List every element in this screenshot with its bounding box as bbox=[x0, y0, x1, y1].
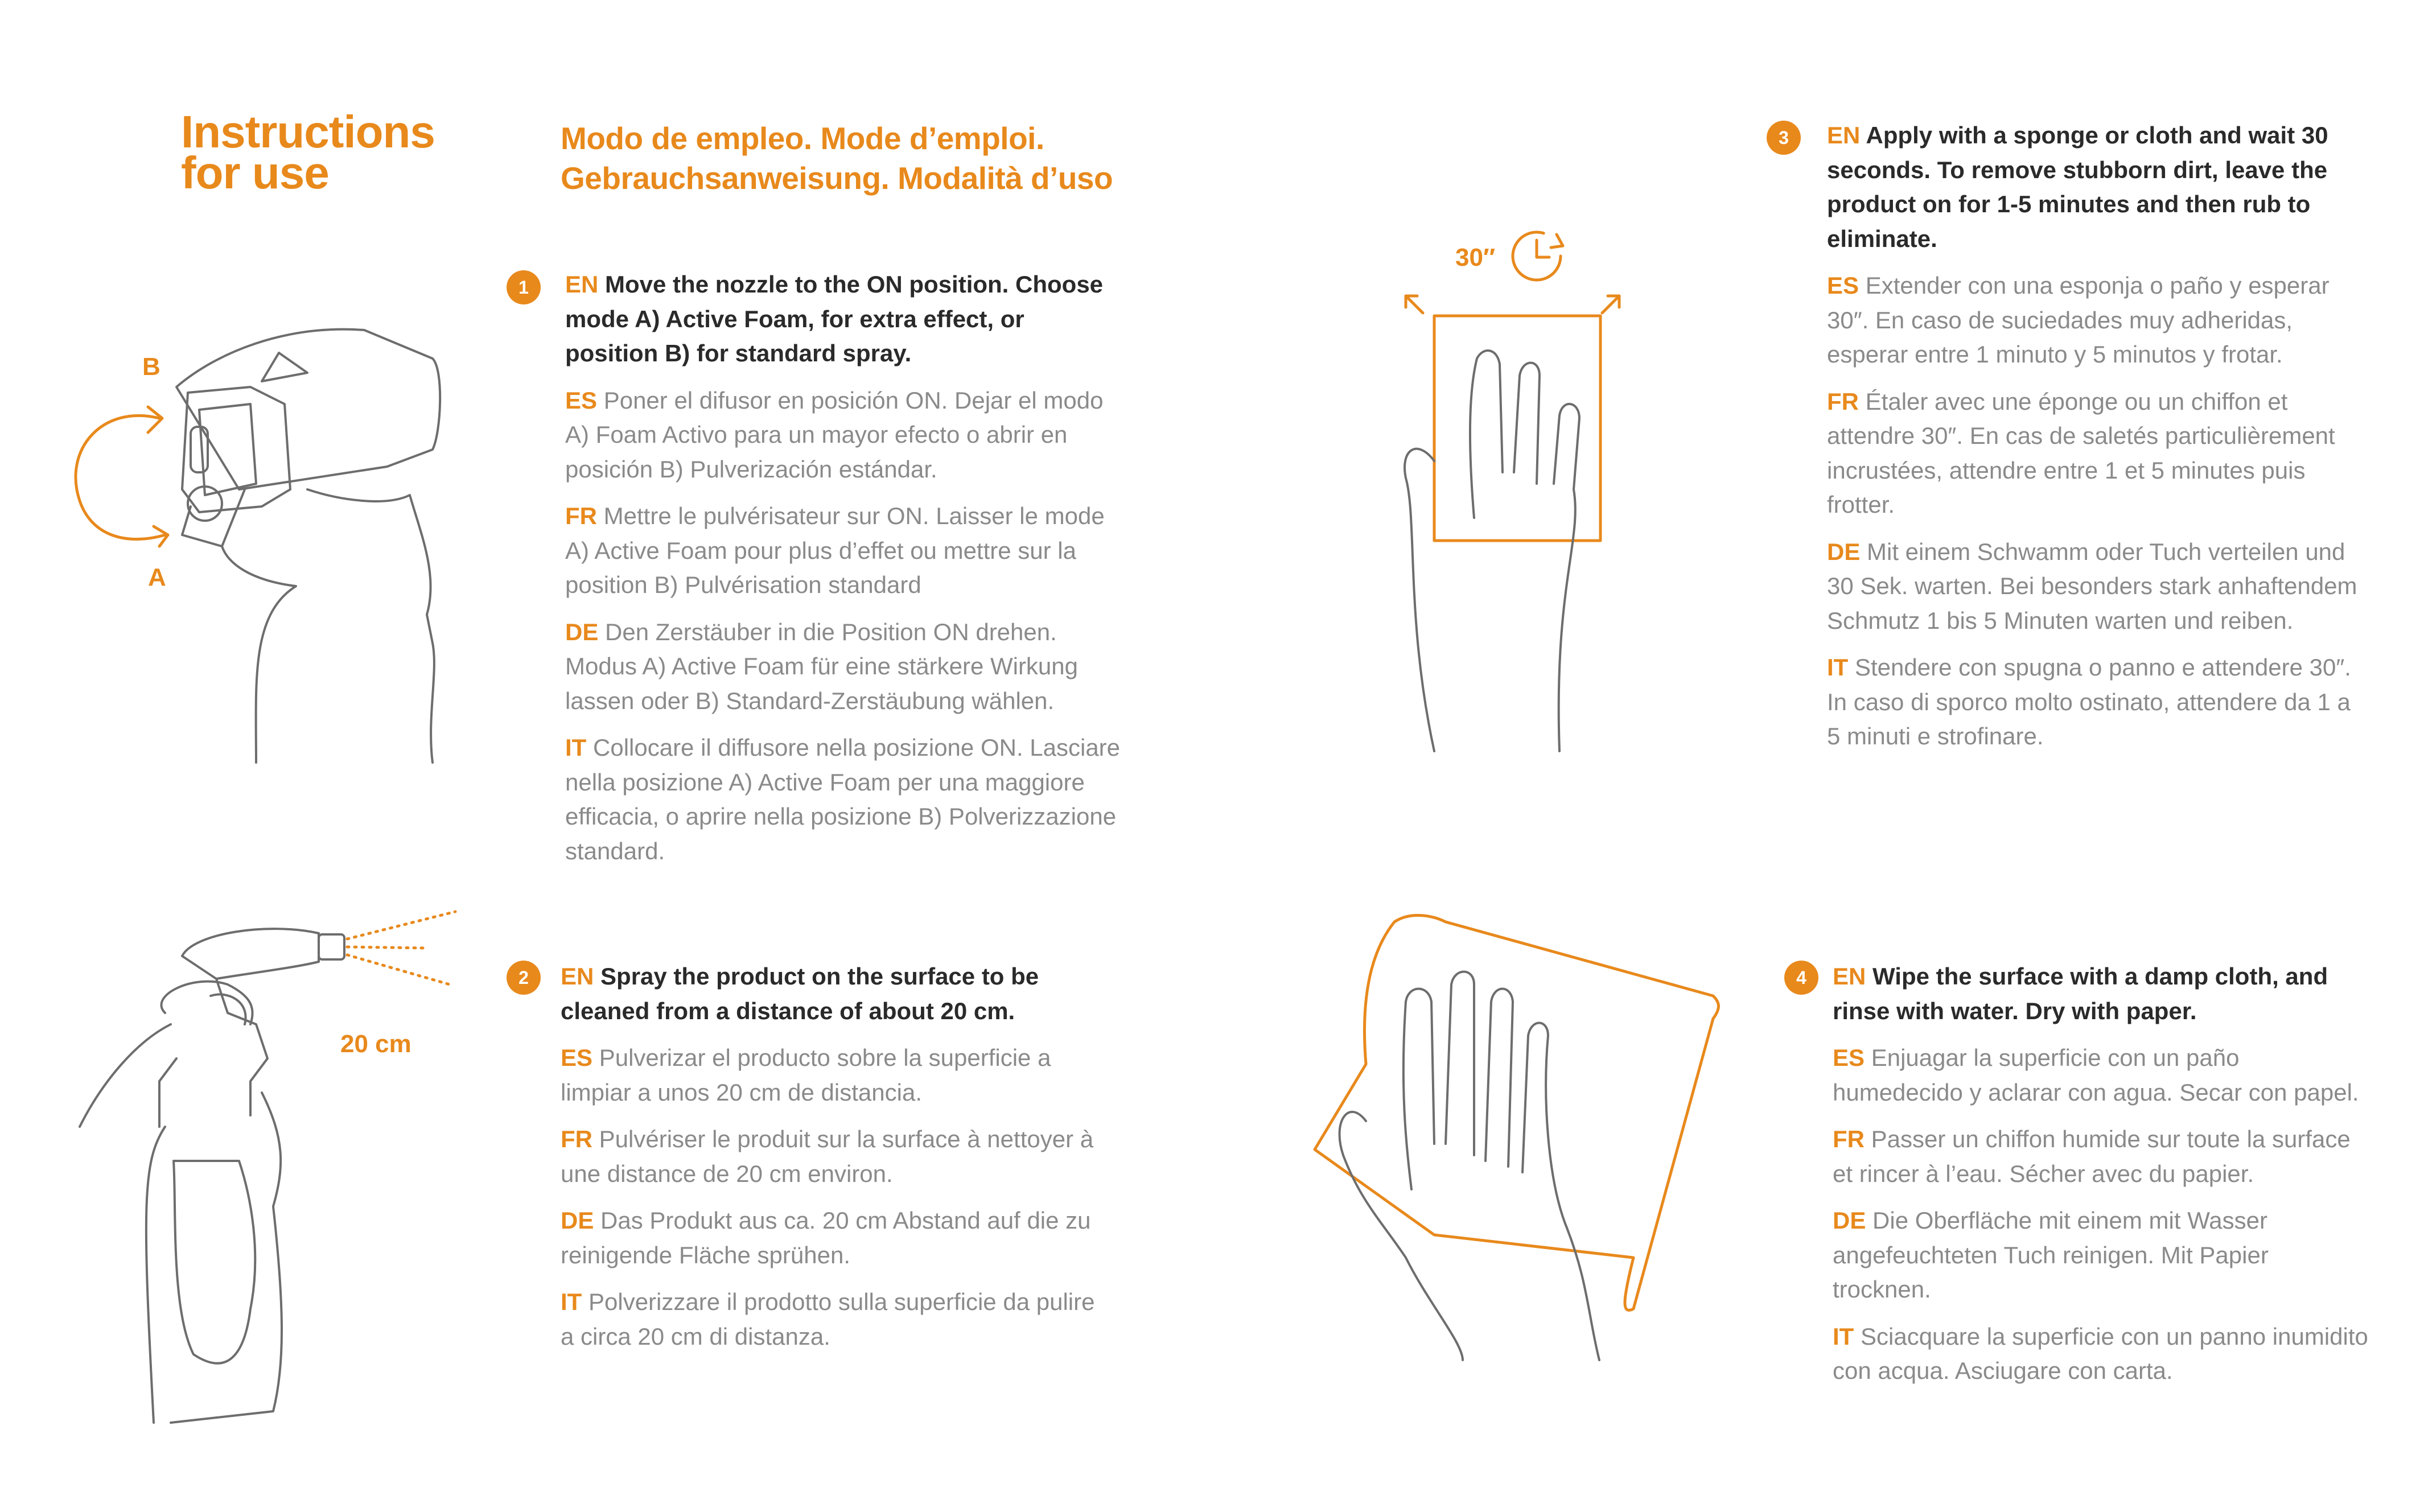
step-number-1: 1 bbox=[507, 270, 541, 304]
step-text: Mit einem Schwamm oder Tuch verteilen und 30 Sek. warten. Bei besonders stark anhaftendem Schmutz 1 bis 5 Minuten warten und reiben. bbox=[1827, 538, 2357, 634]
lang-code: ES bbox=[565, 386, 598, 414]
step-1-de bbox=[565, 615, 1123, 719]
step-text: Apply with a sponge or cloth and wait 30 seconds. To remove stubborn dirt, leave the product on for 1-5 minutes and then rub to eliminate. bbox=[1827, 122, 2328, 252]
step-text: Étaler avec une éponge ou un chiffon et attendre 30″. En cas de saletés particulièrement incrustées, attendre entre 1 et 5 minutes puis frotter. bbox=[1827, 388, 2335, 518]
lang-code: DE bbox=[565, 618, 599, 645]
step-text: Spray the product on the surface to be cleaned from a distance of about 20 cm. bbox=[561, 963, 1039, 1024]
step-4-text bbox=[1833, 959, 2373, 1401]
step-3-en bbox=[1827, 118, 2362, 256]
nozzle-illustration bbox=[68, 319, 478, 774]
sponge-illustration bbox=[1383, 222, 1656, 763]
cloth-illustration bbox=[1303, 905, 1736, 1360]
step-text: Die Oberfläche mit einem mit Wasser angefeuchteten Tuch reinigen. Mit Papier trocknen. bbox=[1833, 1207, 2269, 1303]
page-title-line-1: Instructions bbox=[181, 106, 435, 157]
step-2-es bbox=[561, 1041, 1107, 1110]
lang-code: ES bbox=[1827, 272, 1859, 299]
lang-code: FR bbox=[1833, 1126, 1865, 1152]
multilingual-title-line-1: Modo de empleo. Mode d’emploi. bbox=[561, 121, 1044, 156]
step-text: Polverizzare il prodotto sulla superficie da pulire a circa 20 cm di distanza. bbox=[561, 1288, 1095, 1350]
step-text: Mettre le pulvérisateur sur ON. Laisser le mode A) Active Foam pour plus d’effet ou mettre sur la position B) Pulvérisation standard bbox=[565, 502, 1105, 598]
step-text: Move the nozzle to the ON position. Choose mode A) Active Foam, for extra effect, or position B) for standard spray. bbox=[565, 271, 1104, 366]
step-3-fr bbox=[1827, 385, 2362, 522]
step-text: Das Produkt aus ca. 20 cm Abstand auf die zu reinigende Fläche sprühen. bbox=[561, 1207, 1091, 1268]
step-2-fr bbox=[561, 1122, 1107, 1191]
step-1-en bbox=[565, 267, 1123, 371]
step-number-4: 4 bbox=[1784, 961, 1818, 995]
multilingual-title-line-2: Gebrauchsanweisung. Modalità d’uso bbox=[561, 160, 1113, 196]
step-2-it bbox=[561, 1285, 1107, 1354]
lang-code: IT bbox=[1833, 1323, 1854, 1350]
timer-duration-label: 30″ bbox=[1455, 244, 1496, 271]
step-number-2: 2 bbox=[507, 961, 541, 995]
lang-code: DE bbox=[561, 1207, 594, 1234]
step-text: Extender con una esponja o paño y esperar 30″. En caso de suciedades muy adheridas, esperar entre 1 minuto y 5 minutos y frotar. bbox=[1827, 272, 2330, 368]
step-text: Den Zerstäuber in die Position ON drehen. Modus A) Active Foam für eine stärkere Wirkung lassen oder B) Standard-Zerstäubung wählen. bbox=[565, 618, 1079, 714]
step-2-de bbox=[561, 1204, 1107, 1272]
step-4-en bbox=[1833, 959, 2373, 1028]
lang-code: FR bbox=[1827, 388, 1859, 415]
step-2-en bbox=[561, 959, 1107, 1028]
lang-code: ES bbox=[561, 1044, 593, 1071]
step-1-it bbox=[565, 731, 1123, 868]
lang-code: FR bbox=[565, 502, 597, 529]
step-3-de bbox=[1827, 535, 2362, 638]
spray-distance-label: 20 cm bbox=[340, 1030, 411, 1058]
step-3-it bbox=[1827, 650, 2362, 754]
step-text: Stendere con spugna o panno e attendere 30″. In caso di sporco molto ostinato, attendere da 1 a 5 minuti e strofinare. bbox=[1827, 654, 2351, 749]
step-text: Pulverizar el producto sobre la superficie a limpiar a unos 20 cm de distancia. bbox=[561, 1044, 1051, 1106]
lang-code: EN bbox=[1827, 122, 1861, 149]
spray-bottle-illustration bbox=[80, 911, 478, 1423]
lang-code: DE bbox=[1827, 538, 1861, 565]
lang-code: EN bbox=[565, 271, 599, 298]
multilingual-title bbox=[561, 118, 1113, 198]
step-1-es bbox=[565, 384, 1123, 487]
lang-code: IT bbox=[561, 1288, 582, 1315]
step-4-es bbox=[1833, 1041, 2373, 1110]
page-title bbox=[181, 106, 435, 198]
step-text: Enjuagar la superficie con un paño humedecido y aclarar con agua. Secar con papel. bbox=[1833, 1044, 2359, 1106]
nozzle-label-a: A bbox=[148, 563, 166, 591]
lang-code: EN bbox=[1833, 963, 1866, 990]
lang-code: IT bbox=[1827, 654, 1849, 681]
lang-code: EN bbox=[561, 963, 594, 990]
step-number-3: 3 bbox=[1767, 121, 1801, 155]
lang-code: FR bbox=[561, 1126, 592, 1152]
lang-code: ES bbox=[1833, 1044, 1865, 1071]
step-3-es bbox=[1827, 269, 2362, 372]
step-text: Sciacquare la superficie con un panno inumidito con acqua. Asciugare con carta. bbox=[1833, 1323, 2368, 1384]
step-2-text bbox=[561, 959, 1107, 1366]
step-text: Pulvériser le produit sur la surface à nettoyer à une distance de 20 cm environ. bbox=[561, 1126, 1094, 1187]
step-4-fr bbox=[1833, 1122, 2373, 1191]
step-4-it bbox=[1833, 1320, 2373, 1389]
lang-code: DE bbox=[1833, 1207, 1866, 1234]
step-text: Passer un chiffon humide sur toute la surface et rincer à l’eau. Sécher avec du papier. bbox=[1833, 1126, 2351, 1187]
page-title-line-2: for use bbox=[181, 147, 329, 198]
step-3-text bbox=[1827, 118, 2362, 767]
step-text: Collocare il diffusore nella posizione ON. Lasciare nella posizione A) Active Foam per una maggiore efficacia, o aprire nella posizione B) Polverizzazione standard. bbox=[565, 734, 1121, 864]
step-4-de bbox=[1833, 1204, 2373, 1307]
lang-code: IT bbox=[565, 734, 587, 761]
step-text: Wipe the surface with a damp cloth, and rinse with water. Dry with paper. bbox=[1833, 963, 2328, 1024]
step-text: Poner el difusor en posición ON. Dejar el modo A) Foam Activo para un mayor efecto o abrir en posición B) Pulverización estándar. bbox=[565, 386, 1104, 483]
nozzle-label-b: B bbox=[142, 353, 160, 381]
step-1-text bbox=[565, 267, 1123, 881]
step-1-fr bbox=[565, 499, 1123, 603]
